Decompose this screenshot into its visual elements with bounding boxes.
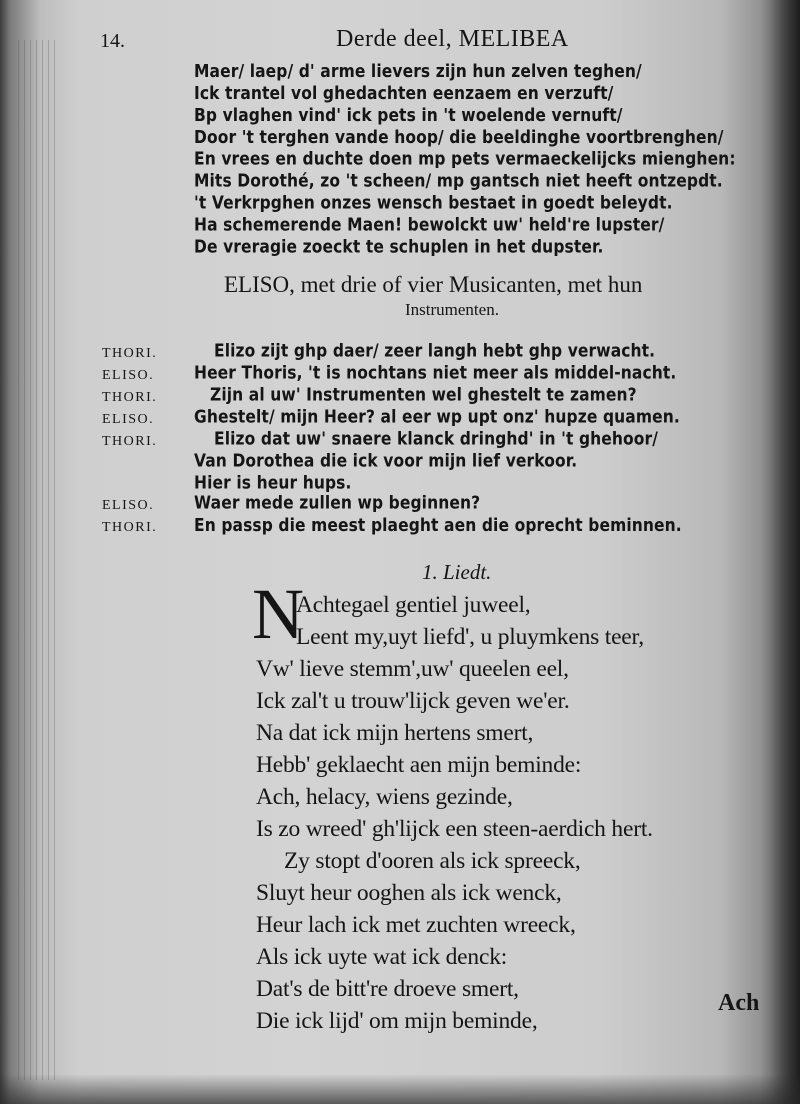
speaker-label: THORI. — [102, 390, 158, 405]
dialogue-line: Hier is heur hups. — [194, 472, 352, 494]
page-header — [100, 26, 630, 56]
dialogue-line: En passp die meest plaeght aen die oprecht beminnen. — [194, 514, 682, 536]
song-line: Heur lach ick met zuchten wreeck, — [256, 912, 576, 938]
dialogue-line: Zijn al uw' Instrumenten wel ghestelt te zamen? — [210, 384, 637, 406]
drop-cap: N — [252, 574, 304, 654]
song-line: Ick zal't u trouw'lijck geven we'er. — [256, 688, 570, 714]
speaker-label: ELISO. — [102, 412, 155, 427]
song-line: Leent my,uyt liefd', u pluymkens teer, — [296, 624, 644, 650]
song-line: Dat's de bitt're droeve smert, — [256, 976, 519, 1002]
speaker-label: ELISO. — [102, 498, 155, 513]
speaker-label: THORI. — [102, 346, 158, 361]
page-stack-edge — [18, 40, 58, 1080]
dialogue-line: Ghestelt/ mijn Heer? al eer wp upt onz' hupze quamen. — [194, 406, 680, 428]
stage-direction: ELISO, met drie of vier Musicanten, met hun — [224, 272, 643, 297]
dialogue-line: Elizo zijt ghp daer/ zeer langh hebt ghp verwacht. — [214, 340, 656, 362]
gutter-shadow — [760, 0, 800, 1104]
verse-line: En vrees en duchte doen mp pets vermaeckelijcks mienghen: — [194, 148, 736, 170]
verse-line: Mits Dorothé, zo 't scheen/ mp gantsch niet heeft ontzepdt. — [194, 170, 723, 192]
song-line: Sluyt heur ooghen als ick wenck, — [256, 880, 562, 906]
song-line: Ach, helacy, wiens gezinde, — [256, 784, 513, 810]
speaker-label: ELISO. — [102, 368, 155, 383]
song-line: Hebb' geklaecht aen mijn beminde: — [256, 752, 582, 778]
stage-direction-continued: Instrumenten. — [405, 300, 499, 319]
running-head: Derde deel, MELIBEA — [336, 26, 569, 52]
dialogue-line: Elizo dat uw' snaere klanck dringhd' in 't ghehoor/ — [214, 428, 659, 450]
verse-line: Door 't terghen vande hoop/ die beeldinghe voortbrenghen/ — [194, 126, 724, 148]
song-title: 1. Liedt. — [422, 560, 492, 584]
page-number: 14. — [100, 30, 125, 52]
song-line: Vw' lieve stemm',uw' queelen eel, — [256, 656, 569, 682]
dialogue-line: Van Dorothea die ick voor mijn lief verkoor. — [194, 450, 578, 472]
song-line: Achtegael gentiel juweel, — [296, 592, 531, 618]
song-line: Als ick uyte wat ick denck: — [256, 944, 508, 970]
speaker-label: THORI. — [102, 434, 158, 449]
verse-line: Ick trantel vol ghedachten eenzaem en verzuft/ — [194, 82, 614, 104]
verse-line: Ha schemerende Maen! bewolckt uw' held're lupster/ — [194, 214, 665, 236]
page-bottom-shadow — [0, 1074, 800, 1104]
song-line: Die ick lijd' om mijn beminde, — [256, 1008, 538, 1034]
dialogue-line: Waer mede zullen wp beginnen? — [194, 492, 481, 514]
catchword: Ach — [718, 990, 760, 1016]
verse-line: De vreragie zoeckt te schuplen in het dupster. — [194, 236, 604, 258]
verse-line: Bp vlaghen vind' ick pets in 't woelende vernuft/ — [194, 104, 623, 126]
song-line: Zy stopt d'ooren als ick spreeck, — [284, 848, 581, 874]
verse-line: 't Verkrpghen onzes wensch bestaet in goedt beleydt. — [194, 192, 673, 214]
song-line: Na dat ick mijn hertens smert, — [256, 720, 534, 746]
dialogue-line: Heer Thoris, 't is nochtans niet meer als middel-nacht. — [194, 362, 677, 384]
song-line: Is zo wreed' gh'lijck een steen-aerdich hert. — [256, 816, 653, 842]
verse-line: Maer/ laep/ d' arme lievers zijn hun zelven teghen/ — [194, 60, 642, 82]
speaker-label: THORI. — [102, 520, 158, 535]
